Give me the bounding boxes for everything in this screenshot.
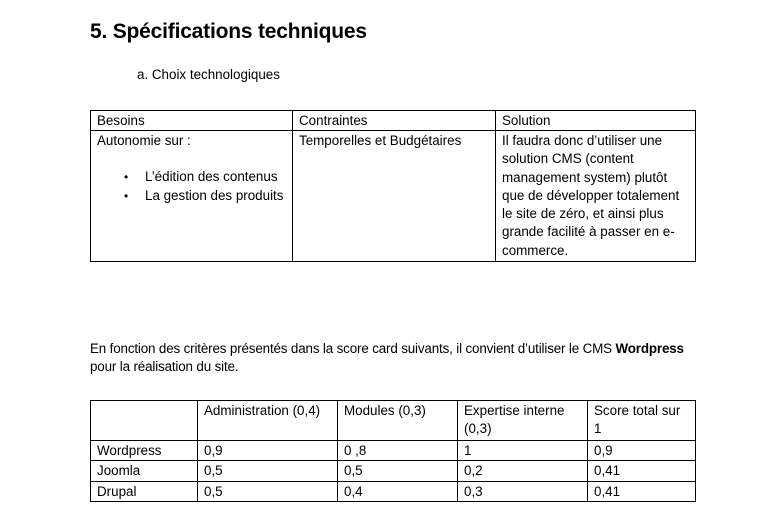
- besoins-bullet-list: [97, 168, 286, 205]
- cell-value: 0,5: [198, 481, 338, 502]
- table-row: [91, 131, 696, 262]
- t1-cell-besoins: [91, 131, 293, 262]
- cell-value: 0,5: [338, 461, 458, 482]
- table-row-wordpress: [91, 440, 696, 461]
- besoins-intro-text: Autonomie sur :: [97, 133, 191, 148]
- t2-header-modules: Modules (0,3): [338, 401, 458, 441]
- t1-header-contraintes: Contraintes: [293, 111, 496, 131]
- score-card-paragraph: [90, 340, 770, 377]
- t2-header-blank: [91, 401, 198, 441]
- list-item: [124, 168, 286, 187]
- score-card-table: [90, 400, 696, 502]
- t2-header-expertise-interne: Expertise interne (0,3): [458, 401, 588, 441]
- table-header-row: [91, 401, 696, 441]
- page-title: 5. Spécifications techniques: [90, 20, 367, 43]
- cell-value: 0,3: [458, 481, 588, 502]
- paragraph-text: En fonction des critères présentés dans la score card suivants, il convient d’utiliser le CMS: [90, 341, 616, 356]
- t2-header-administration: Administration (0,4): [198, 401, 338, 441]
- bullet-icon: •: [124, 170, 129, 185]
- row-label: Wordpress: [91, 440, 198, 461]
- cell-value: 0,2: [458, 461, 588, 482]
- cell-value: 0,9: [588, 440, 696, 461]
- t1-cell-contraintes: Temporelles et Budgétaires: [293, 131, 496, 262]
- bullet-icon: •: [124, 189, 129, 203]
- cell-value: 0,4: [338, 481, 458, 502]
- t1-header-solution: Solution: [496, 111, 696, 131]
- section-subtitle: a. Choix technologiques: [137, 67, 280, 82]
- row-label: Drupal: [91, 481, 198, 502]
- cell-value: 0,5: [198, 461, 338, 482]
- cell-value: 0,41: [588, 461, 696, 482]
- t1-cell-solution: Il faudra donc d’utiliser une solution CMS (content management system) plutôt que de développer totalement le site de zéro, et ainsi plus grande facilité à passer en e-commerce.: [496, 131, 696, 262]
- table-row-drupal: [91, 481, 696, 502]
- t2-header-score-total: Score total sur 1: [588, 401, 696, 441]
- cell-value: 0,41: [588, 481, 696, 502]
- bullet-text: La gestion des produits: [145, 188, 284, 203]
- bullet-text: L’édition des contenus: [145, 169, 278, 185]
- cell-value: 0,9: [198, 440, 338, 461]
- list-item: [124, 187, 286, 206]
- choix-technologiques-table: [90, 110, 696, 262]
- paragraph-bold-text: Wordpress: [615, 341, 684, 356]
- t1-header-besoins: Besoins: [91, 111, 293, 131]
- paragraph-text: pour la réalisation du site.: [90, 359, 239, 375]
- cell-value: 0 ,8: [338, 440, 458, 461]
- table-header-row: [91, 111, 696, 131]
- table-row-joomla: [91, 461, 696, 482]
- row-label: Joomla: [91, 461, 198, 482]
- cell-value: 1: [458, 440, 588, 461]
